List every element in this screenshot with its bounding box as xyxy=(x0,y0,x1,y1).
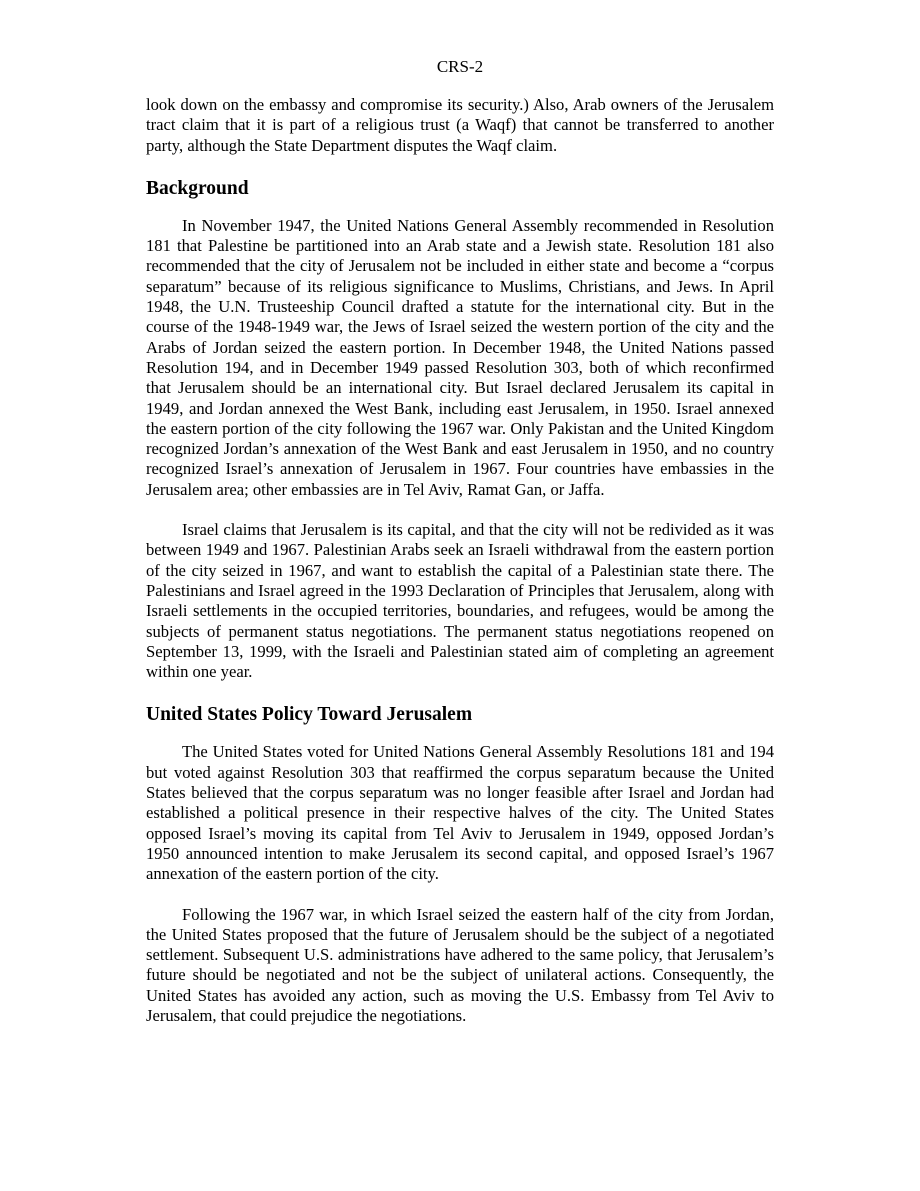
background-paragraph-1: In November 1947, the United Nations General Assembly recommended in Resolution 181 that Palestine be partitioned into an Arab state and a Jewish state. Resolution 181 also recommended that the city of Jerusalem not be included in either state and become a “corpus separatum” because of its religious significance to Muslims, Christians, and Jews. In April 1948, the U.N. Trusteeship Council drafted a statute for the international city. But in the course of the 1948-1949 war, the Jews of Israel seized the western portion of the city and the Arabs of Jordan seized the eastern portion. In December 1948, the United Nations passed Resolution 194, and in December 1949 passed Resolution 303, both of which reconfirmed that Jerusalem should be an international city. But Israel declared Jerusalem its capital in 1949, and Jordan annexed the West Bank, including east Jerusalem, in 1950. Israel annexed the eastern portion of the city following the 1967 war. Only Pakistan and the United Kingdom recognized Jordan’s annexation of the West Bank and east Jerusalem in 1950, and no country recognized Israel’s annexation of Jerusalem in 1967. Four countries have embassies in the Jerusalem area; other embassies are in Tel Aviv, Ramat Gan, or Jaffa. xyxy=(146,215,774,499)
document-body xyxy=(146,95,774,1026)
background-paragraph-2: Israel claims that Jerusalem is its capital, and that the city will not be redivided as it was between 1949 and 1967. Palestinian Arabs seek an Israeli withdrawal from the eastern portion of the city seized in 1967, and want to establish the capital of a Palestinian state there. The Palestinians and Israel agreed in the 1993 Declaration of Principles that Jerusalem, along with Israeli settlements in the occupied territories, boundaries, and refugees, would be among the subjects of permanent status negotiations. The permanent status negotiations reopened on September 13, 1999, with the Israeli and Palestinian stated aim of completing an agreement within one year. xyxy=(146,520,774,682)
section-heading-background: Background xyxy=(146,177,249,199)
us-policy-paragraph-2: Following the 1967 war, in which Israel seized the eastern half of the city from Jordan, the United States proposed that the future of Jerusalem should be the subject of a negotiated settlement. Subsequent U.S. administrations have adhered to the same policy, that Jerusalem’s future should be negotiated and not be the subject of unilateral actions. Consequently, the United States has avoided any action, such as moving the U.S. Embassy from Tel Aviv to Jerusalem, that could prejudice the negotiations. xyxy=(146,904,774,1025)
section-heading-us-policy: United States Policy Toward Jerusalem xyxy=(146,704,473,726)
page-number-header: CRS-2 xyxy=(436,57,484,76)
us-policy-paragraph-1: The United States voted for United Nations General Assembly Resolutions 181 and 194 but voted against Resolution 303 that reaffirmed the corpus separatum because the United States believed that the corpus separatum was no longer feasible after Israel and Jordan had established a political presence in their respective halves of the city. The United States opposed Israel’s moving its capital from Tel Aviv to Jerusalem in 1949, opposed Jordan’s 1950 announced intention to make Jerusalem its second capital, and opposed Israel’s 1967 annexation of the eastern portion of the city. xyxy=(146,742,774,884)
continuation-paragraph: look down on the embassy and compromise its security.) Also, Arab owners of the Jerusalem tract claim that it is part of a religious trust (a Waqf) that cannot be transferred to another party, although the State Department disputes the Waqf claim. xyxy=(146,95,774,155)
